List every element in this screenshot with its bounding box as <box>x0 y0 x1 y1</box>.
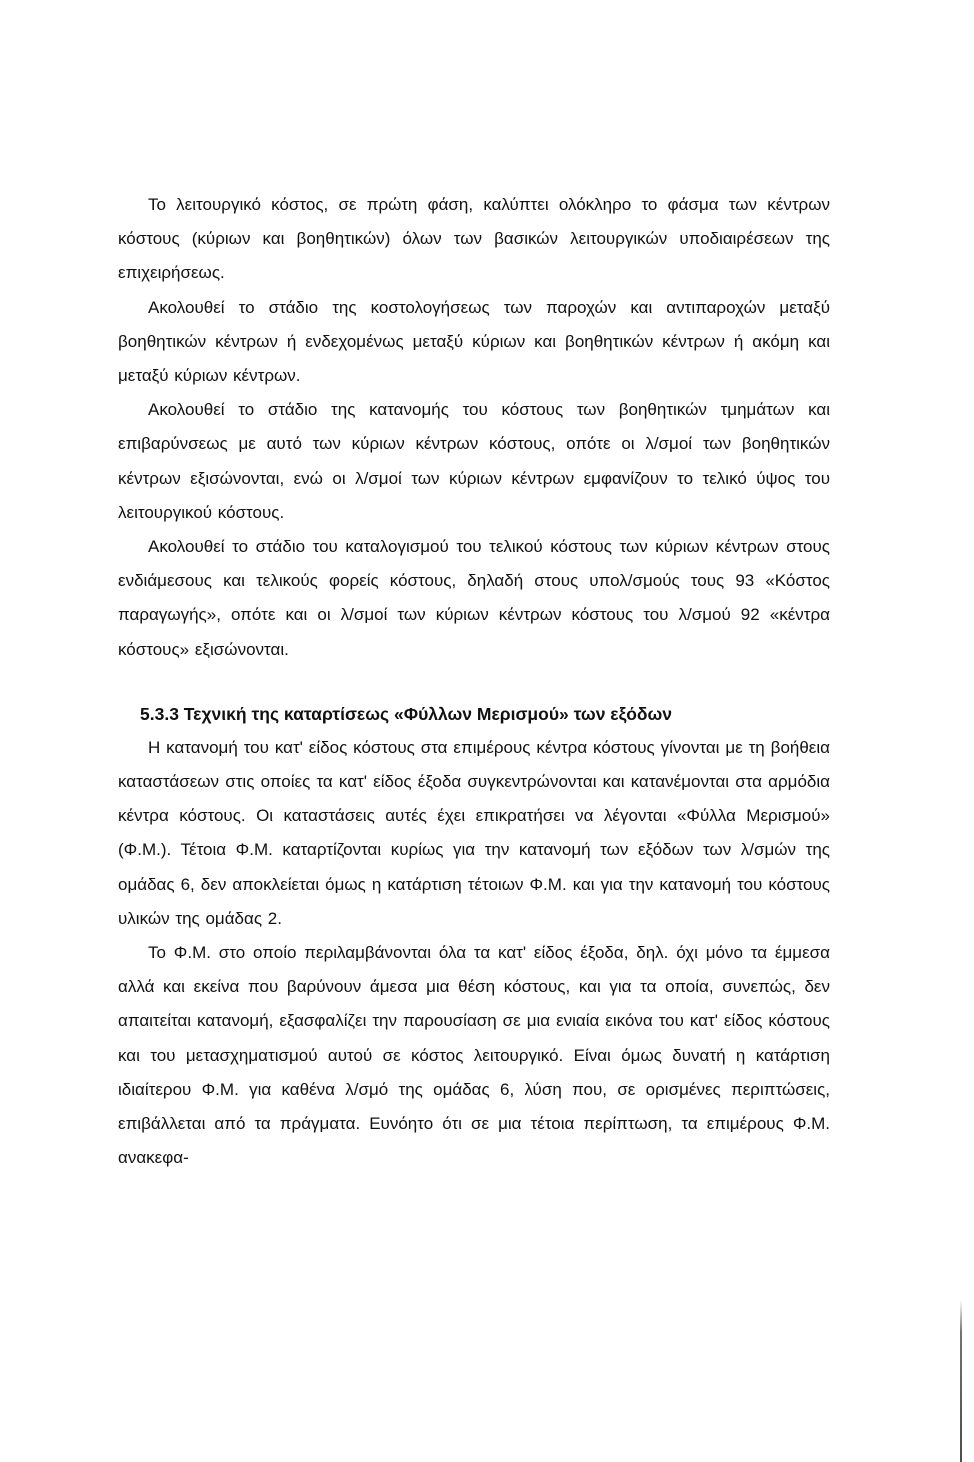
paragraph-allocation-sheet-content: Το Φ.Μ. στο οποίο περιλαμβάνονται όλα τα κατ' είδος έξοδα, δηλ. όχι μόνο τα έμμεσα αλλά και εκείνα που βαρύνουν άμεσα μια θέση κόστους, και για τα οποία, συνεπώς, δεν απαιτείται κατανομή, εξασφαλίζει την παρουσίαση σε μια ενιαία εικόνα του κατ' είδος κόστους και του μετασχηματισμού αυτού σε κόστος λειτουργικό. Είναι όμως δυνατή η κατάρτιση ιδιαίτερου Φ.Μ. για καθένα λ/σμό της ομάδας 6, λύση που, σε ορισμένες περιπτώσεις, επιβάλλεται από τα πράγματα. Ευνόητο ότι σε μια τέτοια περίπτωση, τα επιμέρους Φ.Μ. ανακεφα- <box>118 943 830 1168</box>
scan-edge-mark <box>960 1300 962 1462</box>
paragraph-final-cost-attribution: Ακολουθεί το στάδιο του καταλογισμού του τελικού κόστους των κύριων κέντρων στους ενδιάμεσους και τελικούς φορείς κόστους, δηλαδή στους υπολ/σμούς τους 93 «Κόστος παραγωγής», οπότε και οι λ/σμοί των κύριων κέντρων κόστους του λ/σμού 92 «κέντρα κόστους» εξισώνονται. <box>118 537 830 659</box>
document-page <box>118 188 830 1175</box>
paragraph-operating-cost: Το λειτουργικό κόστος, σε πρώτη φάση, καλύπτει ολόκληρο το φάσμα των κέντρων κόστους (κύριων και βοηθητικών) όλων των βασικών λειτουργικών υποδιαιρέσεων της επιχειρήσεως. <box>118 195 830 283</box>
paragraph-allocation-sheets: Η κατανομή του κατ' είδος κόστους στα επιμέρους κέντρα κόστους γίνονται με τη βοήθεια καταστάσεων στις οποίες τα κατ' είδος έξοδα συγκεντρώνονται και κατανέμονται στα αρμόδια κέντρα κόστους. Οι καταστάσεις αυτές έχει επικρατήσει να λέγονται «Φύλλα Μερισμού» (Φ.Μ.). Τέτοια Φ.Μ. καταρτίζονται κυρίως για την κατανομή των εξόδων των λ/σμών της ομάδας 6, δεν αποκλείεται όμως η κατάρτιση τέτοιων Φ.Μ. και για την κατανομή του κόστους υλικών της ομάδας 2. <box>118 737 830 928</box>
paragraph-costing-services: Ακολουθεί το στάδιο της κοστολογήσεως των παροχών και αντιπαροχών μεταξύ βοηθητικών κέντρων ή ενδεχομένως μεταξύ κύριων και βοηθητικών κέντρων ή ακόμη και μεταξύ κύριων κέντρων. <box>118 297 830 386</box>
paragraph-allocation-auxiliary: Ακολουθεί το στάδιο της κατανομής του κόστους των βοηθητικών τμημάτων και επιβαρύνσεως με αυτό των κύριων κέντρων κόστους, οπότε οι λ/σμοί των βοηθητικών κέντρων εξισώνονται, ενώ οι λ/σμοί των κύριων κέντρων εμφανίζουν το τελικό ύψος του λειτουργικού κόστους. <box>118 400 830 522</box>
section-heading: 5.3.3 Τεχνική της καταρτίσεως «Φύλλων Μερισμού» των εξόδων <box>140 703 673 724</box>
